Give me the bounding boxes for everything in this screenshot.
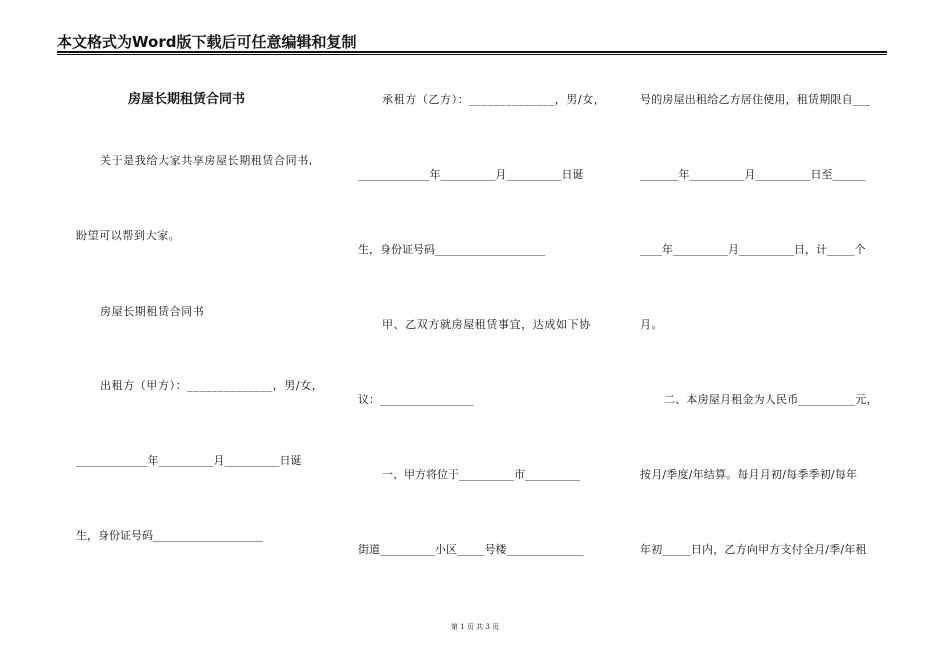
text-line: 月。 bbox=[640, 318, 664, 331]
text-line: _____________年__________月__________日诞 bbox=[76, 454, 302, 467]
text-line: 房屋长期租赁合同书 bbox=[100, 305, 205, 318]
text-line: 一、甲方将位于__________市__________ bbox=[382, 468, 580, 481]
text-line: 二、本房屋月租金为人民币__________元， bbox=[664, 393, 878, 406]
header-rule-thin bbox=[57, 54, 887, 55]
document-header: 本文格式为Word版下载后可任意编辑和复制 bbox=[57, 33, 357, 51]
text-line: 号的房屋出租给乙方居住使用，租赁期限自___ bbox=[640, 93, 870, 106]
text-line: ____年__________月__________日，计_____个 bbox=[640, 243, 866, 256]
text-line: 年初_____日内，乙方向甲方支付全月/季/年租 bbox=[640, 543, 867, 556]
text-line: 甲、乙双方就房屋租赁事宜，达成如下协 bbox=[382, 318, 591, 331]
page-number: 第 1 页 共 3 页 bbox=[450, 623, 500, 631]
text-line: 议：_________________ bbox=[358, 393, 474, 406]
header-rule-thick bbox=[57, 51, 887, 53]
text-line: 关于是我给大家共享房屋长期租赁合同书, bbox=[100, 154, 313, 167]
text-line: 按月/季度/年结算。每月月初/每季季初/每年 bbox=[640, 468, 858, 481]
text-line: 生，身份证号码____________________ bbox=[76, 529, 263, 542]
text-line: _____________年__________月__________日诞 bbox=[358, 168, 584, 181]
text-line: 生，身份证号码____________________ bbox=[358, 243, 545, 256]
text-line: 街道__________小区_____号楼______________ bbox=[358, 543, 584, 556]
document-title: 房屋长期租赁合同书 bbox=[128, 92, 246, 107]
text-line: 出租方（甲方）：______________，男/女， bbox=[100, 379, 324, 392]
text-line: _______年__________月__________日至______ bbox=[640, 168, 866, 181]
text-line: 承租方（乙方）：______________，男/女， bbox=[382, 93, 606, 106]
text-line: 盼望可以帮到大家。 bbox=[76, 229, 181, 242]
